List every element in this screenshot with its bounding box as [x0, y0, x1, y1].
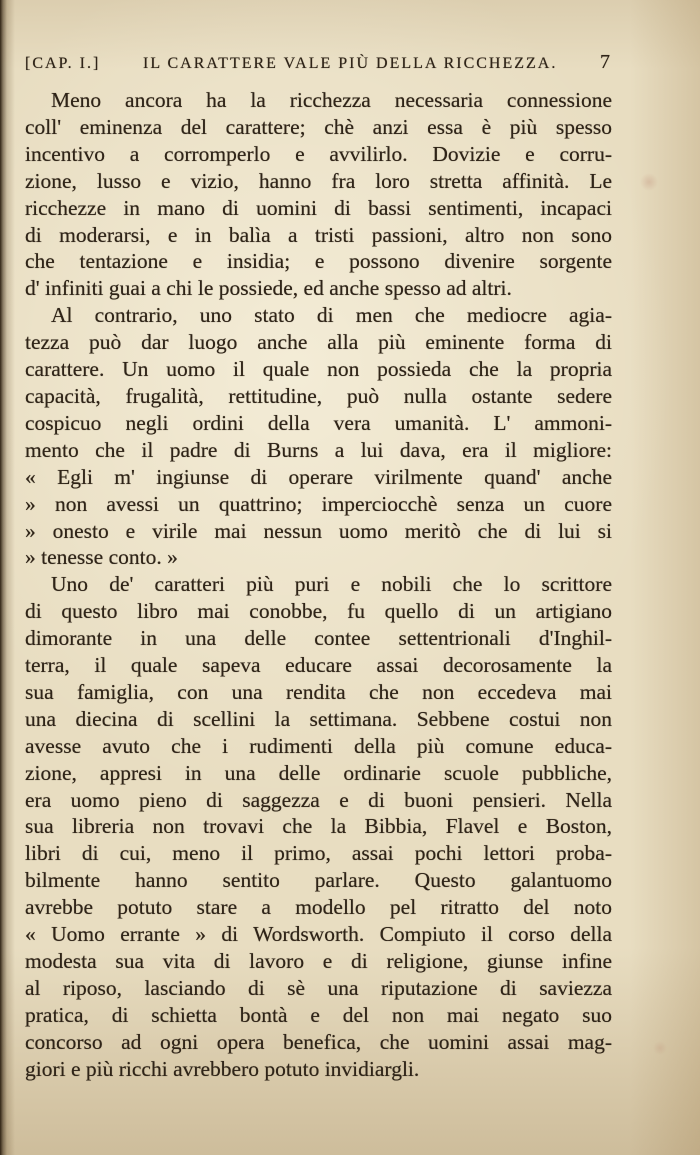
text-line: ricchezze in mano di uomini di bassi sentimenti, incapaci: [25, 195, 612, 220]
text-line: al riposo, lasciando di sè una riputazione di saviezza: [25, 975, 612, 1000]
paragraph: [25, 302, 612, 571]
paragraph: [25, 571, 612, 1082]
text-line: tezza può dar luogo anche alla più eminente forma di: [25, 330, 612, 355]
text-line: di moderarsi, e in balìa a tristi passioni, altro non sono: [25, 222, 612, 247]
text-line: avesse avuto che i rudimenti della più comune educa-: [25, 733, 612, 758]
text-line: zione, lusso e vizio, hanno fra loro stretta affinità. Le: [25, 168, 612, 193]
text-line: mento che il padre di Burns a lui dava, era il migliore:: [25, 437, 612, 462]
page-content: [25, 52, 612, 1083]
text-line: » tenesse conto. »: [25, 545, 178, 570]
text-line: avrebbe potuto stare a modello pel ritratto del noto: [25, 895, 612, 920]
text-line: carattere. Un uomo il quale non possieda che la propria: [25, 357, 612, 382]
text-line: sua famiglia, con una rendita che non eccedeva mai: [25, 679, 612, 704]
text-line: concorso ad ogni opera benefica, che uomini assai mag-: [25, 1029, 612, 1054]
text-line: era uomo pieno di saggezza e di buoni pensieri. Nella: [25, 787, 612, 812]
running-header: [25, 52, 612, 74]
text-line: terra, il quale sapeva educare assai decorosamente la: [25, 653, 612, 678]
text-line: di questo libro mai conobbe, fu quello di un artigiano: [25, 599, 612, 624]
text-line: d' infiniti guai a chi le possiede, ed anche spesso ad altri.: [25, 276, 512, 301]
text-line: modesta sua vita di lavoro e di religione, giunse infine: [25, 949, 612, 973]
text-line: pratica, di schietta bontà e del non mai negato suo: [25, 1002, 612, 1027]
paragraph: [25, 87, 612, 302]
text-line: « Egli m' ingiunse di operare virilmente quand' anche: [25, 464, 612, 489]
text-line: sua libreria non trovavi che la Bibbia, Flavel e Boston,: [25, 814, 612, 839]
text-line: coll' eminenza del carattere; chè anzi essa è più spesso: [25, 114, 612, 139]
page-number: 7: [600, 51, 610, 73]
text-line: che tentazione e insidia; e possono divenire sorgente: [25, 249, 612, 274]
text-line: giori e più ricchi avrebbero potuto invidiargli.: [25, 1056, 420, 1081]
text-line: cospicuo negli ordini della vera umanità. L' ammoni-: [25, 410, 612, 435]
text-line: Uno de' caratteri più puri e nobili che lo scrittore: [51, 572, 612, 597]
text-line: » onesto e virile mai nessun uomo meritò che di lui si: [25, 518, 612, 543]
text-line: dimorante in una delle contee settentrionali d'Inghil-: [25, 626, 612, 651]
text-line: « Uomo errante » di Wordsworth. Compiuto il corso della: [25, 922, 612, 947]
text-line: una diecina di scellini la settimana. Sebbene costui non: [25, 706, 612, 731]
chapter-label: [CAP. I.]: [25, 55, 101, 72]
running-title: IL CARATTERE VALE PIÙ DELLA RICCHEZZA.: [142, 55, 558, 72]
text-line: » non avessi un quattrino; imperciocchè senza un cuore: [25, 491, 612, 516]
text-line: bilmente hanno sentito parlare. Questo galantuomo: [25, 868, 612, 893]
text-line: libri di cui, meno il primo, assai pochi lettori proba-: [25, 841, 612, 866]
text-line: capacità, frugalità, rettitudine, può nulla ostante sedere: [25, 383, 612, 408]
page-body: [25, 87, 612, 1083]
text-line: Al contrario, uno stato di men che mediocre agia-: [51, 303, 612, 328]
text-line: incentivo a corromperlo e avvilirlo. Dovizie e corru-: [25, 141, 612, 166]
text-line: Meno ancora ha la ricchezza necessaria connessione: [51, 88, 612, 112]
text-line: zione, appresi in una delle ordinarie scuole pubbliche,: [25, 760, 612, 785]
